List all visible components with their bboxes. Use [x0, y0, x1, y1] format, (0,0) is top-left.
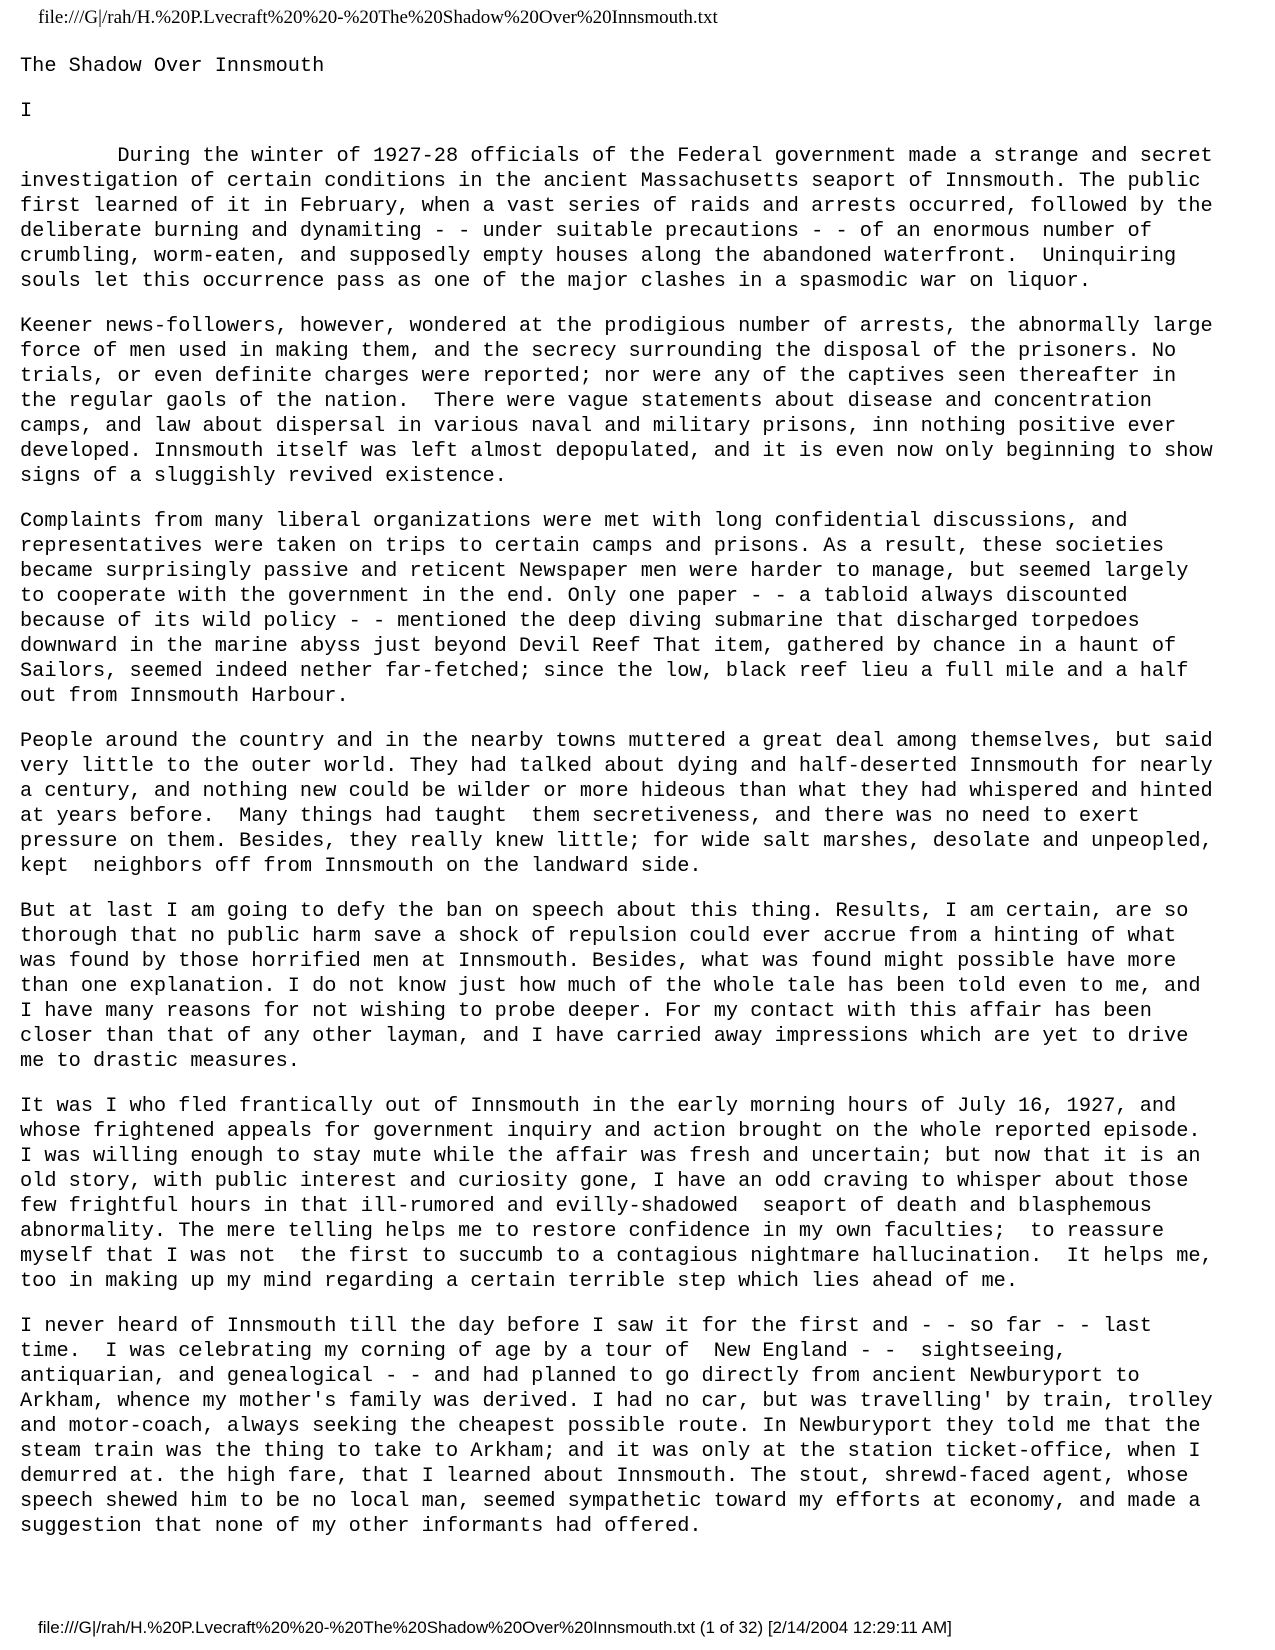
paragraph	[20, 1314, 1265, 1539]
paragraph-line: time. I was celebrating my corning of age by a tour of New England - - sightseeing,	[20, 1340, 1067, 1363]
paragraph-line: old story, with public interest and curiosity gone, I have an odd craving to whisper about those	[20, 1170, 1189, 1193]
paragraph-line: abnormality. The mere telling helps me to restore confidence in my own faculties; to reassure	[20, 1220, 1165, 1243]
paragraph-line: thorough that no public harm save a shock of repulsion could ever accrue from a hinting of what	[20, 925, 1177, 948]
paragraph-line: camps, and law about dispersal in various naval and military prisons, inn nothing positive ever	[20, 415, 1177, 438]
paragraph-line: It was I who fled frantically out of Innsmouth in the early morning hours of July 16, 1927, and	[20, 1095, 1177, 1118]
chapter-heading: I	[20, 100, 33, 123]
paragraph-line: But at last I am going to defy the ban on speech about this thing. Results, I am certain, are so	[20, 900, 1189, 923]
paragraph-line: demurred at. the high fare, that I learned about Innsmouth. The stout, shrewd-faced agent, whose	[20, 1465, 1189, 1488]
paragraph-gap	[20, 294, 1265, 314]
paragraph	[20, 509, 1265, 709]
paragraph-line: Arkham, whence my mother's family was derived. I had no car, but was travelling' by train, trolley	[20, 1390, 1213, 1413]
paragraph-line: antiquarian, and genealogical - - and had planned to go directly from ancient Newburyport to	[20, 1365, 1140, 1388]
paragraph-gap	[20, 1074, 1265, 1094]
page-header-path: file:///G|/rah/H.%20P.Lvecraft%20%20-%20The%20Shadow%20Over%20Innsmouth.txt	[38, 7, 718, 28]
paragraph-line: I have many reasons for not wishing to probe deeper. For my contact with this affair has been	[20, 1000, 1152, 1023]
paragraph-line: closer than that of any other layman, and I have carried away impressions which are yet to drive	[20, 1025, 1189, 1048]
paragraph-line: kept neighbors off from Innsmouth on the landward side.	[20, 855, 702, 878]
paragraph-line: than one explanation. I do not know just how much of the whole tale has been told even to me, and	[20, 975, 1201, 998]
paragraph-line: developed. Innsmouth itself was left almost depopulated, and it is even now only beginning to show	[20, 440, 1213, 463]
paragraph-line: I was willing enough to stay mute while the affair was fresh and uncertain; but now that it is an	[20, 1145, 1201, 1168]
paragraph-line: became surprisingly passive and reticent Newspaper men were harder to manage, but seemed largely	[20, 560, 1189, 583]
paragraph	[20, 1094, 1265, 1294]
paragraph-line: Keener news-followers, however, wondered at the prodigious number of arrests, the abnormally large	[20, 315, 1213, 338]
document-title: The Shadow Over Innsmouth	[20, 55, 325, 78]
paragraph-line: very little to the outer world. They had talked about dying and half-deserted Innsmouth for nearly	[20, 755, 1213, 778]
paragraph-line: I never heard of Innsmouth till the day before I saw it for the first and - - so far - - last	[20, 1315, 1152, 1338]
paragraph-line: investigation of certain conditions in the ancient Massachusetts seaport of Innsmouth. The public	[20, 170, 1201, 193]
paragraph-line: speech shewed him to be no local man, seemed sympathetic toward my efforts at economy, and made a	[20, 1490, 1201, 1513]
paragraph	[20, 729, 1265, 879]
paragraph-line: signs of a sluggishly revived existence.	[20, 465, 507, 488]
document-body	[20, 54, 1265, 1539]
paragraph-line: Sailors, seemed indeed nether far-fetched; since the low, black reef lieu a full mile and a half	[20, 660, 1189, 683]
paragraph-line: first learned of it in February, when a vast series of raids and arrests occurred, followed by the	[20, 195, 1213, 218]
paragraph-line: pressure on them. Besides, they really knew little; for wide salt marshes, desolate and unpeopled,	[20, 830, 1213, 853]
paragraph-gap	[20, 879, 1265, 899]
spacer	[20, 79, 1265, 99]
paragraph-line: steam train was the thing to take to Arkham; and it was only at the station ticket-office, when I	[20, 1440, 1201, 1463]
paragraph-line: force of men used in making them, and the secrecy surrounding the disposal of the prisoners. No	[20, 340, 1177, 363]
paragraph-line: souls let this occurrence pass as one of the major clashes in a spasmodic war on liquor.	[20, 270, 1092, 293]
paragraph-line: few frightful hours in that ill-rumored and evilly-shadowed seaport of death and blasphemous	[20, 1195, 1152, 1218]
paragraph	[20, 899, 1265, 1074]
paragraph-gap	[20, 709, 1265, 729]
paragraph-line: suggestion that none of my other informants had offered.	[20, 1515, 702, 1538]
paragraph-line: crumbling, worm-eaten, and supposedly empty houses along the abandoned waterfront. Uninquiring	[20, 245, 1177, 268]
paragraph-line: me to drastic measures.	[20, 1050, 300, 1073]
paragraph-line: a century, and nothing new could be wilder or more hideous than what they had whispered and hinted	[20, 780, 1213, 803]
paragraph-line: to cooperate with the government in the end. Only one paper - - a tabloid always discounted	[20, 585, 1128, 608]
paragraph-line: whose frightened appeals for government inquiry and action brought on the whole reported episode.	[20, 1120, 1201, 1143]
paragraph-line: because of its wild policy - - mentioned the deep diving submarine that discharged torpedoes	[20, 610, 1140, 633]
paragraph	[20, 314, 1265, 489]
spacer	[20, 124, 1265, 144]
paragraph-line: deliberate burning and dynamiting - - under suitable precautions - - of an enormous number of	[20, 220, 1152, 243]
paragraph-line: People around the country and in the nearby towns muttered a great deal among themselves, but said	[20, 730, 1213, 753]
paragraph	[20, 144, 1265, 294]
paragraph-line: out from Innsmouth Harbour.	[20, 685, 349, 708]
page-footer: file:///G|/rah/H.%20P.Lvecraft%20%20-%20The%20Shadow%20Over%20Innsmouth.txt (1 of 32) [2/14/2004 12:29:11 AM]	[38, 1618, 952, 1637]
paragraph-line: too in making up my mind regarding a certain terrible step which lies ahead of me.	[20, 1270, 1018, 1293]
paragraph-line: During the winter of 1927-28 officials of the Federal government made a strange and secret	[20, 145, 1213, 168]
paragraph-line: myself that I was not the first to succumb to a contagious nightmare hallucination. It helps me,	[20, 1245, 1213, 1268]
paragraph-line: Complaints from many liberal organizations were met with long confidential discussions, and	[20, 510, 1128, 533]
paragraph-list	[20, 144, 1265, 1539]
paragraph-line: representatives were taken on trips to certain camps and prisons. As a result, these societies	[20, 535, 1165, 558]
paragraph-line: was found by those horrified men at Innsmouth. Besides, what was found might possible have more	[20, 950, 1177, 973]
paragraph-gap	[20, 1294, 1265, 1314]
paragraph-line: and motor-coach, always seeking the cheapest possible route. In Newburyport they told me that the	[20, 1415, 1201, 1438]
paragraph-gap	[20, 489, 1265, 509]
paragraph-line: trials, or even definite charges were reported; nor were any of the captives seen thereafter in	[20, 365, 1177, 388]
paragraph-line: at years before. Many things had taught them secretiveness, and there was no need to exert	[20, 805, 1140, 828]
paragraph-line: downward in the marine abyss just beyond Devil Reef That item, gathered by chance in a haunt of	[20, 635, 1177, 658]
paragraph-line: the regular gaols of the nation. There were vague statements about disease and concentration	[20, 390, 1152, 413]
